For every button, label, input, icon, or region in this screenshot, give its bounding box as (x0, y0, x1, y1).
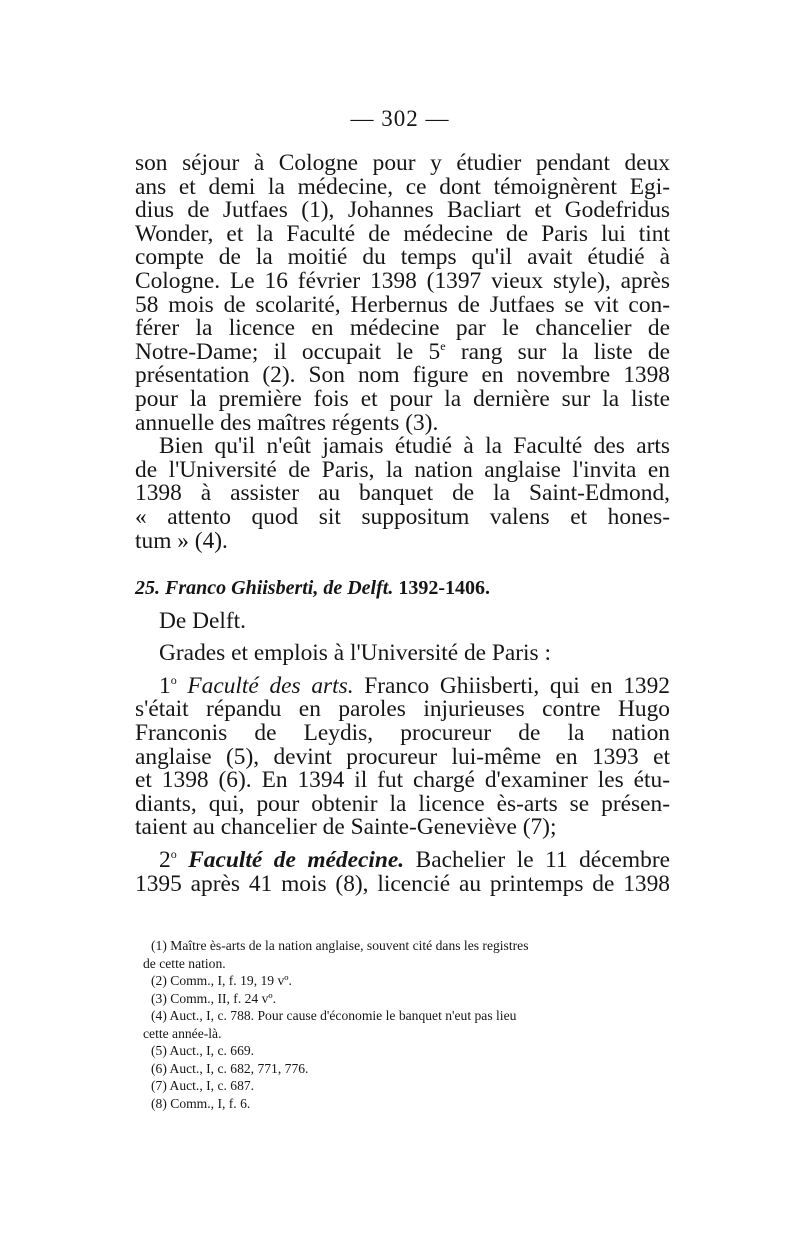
text-line: anglaise (5), devint procureur lui-même en 1393 et (135, 743, 670, 770)
footnote: (1) Maître ès-arts de la nation anglaise, souvent cité dans les registres (151, 938, 529, 953)
text-line: « attento quod sit suppositum valens et hones- (135, 503, 670, 530)
text-line: taient au chancelier de Sainte-Geneviève (7); (135, 814, 557, 841)
faculty-title: Faculté des arts. (187, 672, 354, 699)
footnote: (2) Comm., I, f. 19, 19 vº. (151, 973, 292, 988)
origin-line: De Delft. (159, 607, 247, 634)
text-line: Cologne. Le 16 février 1398 (1397 vieux style), après (135, 267, 670, 294)
section-number: 25. (135, 577, 160, 600)
text-line (135, 849, 670, 873)
text-line: et 1398 (6). En 1394 il fut chargé d'examiner les étu- (135, 767, 670, 794)
text-line: présentation (2). Son nom figure en novembre 1398 (135, 362, 670, 389)
text-line: s'était répandu en paroles injurieuses contre Hugo (135, 696, 670, 723)
text-fragment: rang sur la liste de (445, 338, 671, 365)
section-heading (135, 577, 670, 601)
text-fragment: Franco Ghiisberti, qui en 1392 (353, 672, 670, 699)
text-line: tum » (4). (135, 527, 228, 554)
footnote: (4) Auct., I, c. 788. Pour cause d'économie le banquet n'eut pas lieu (151, 1008, 517, 1023)
footnote: (5) Auct., I, c. 669. (151, 1043, 255, 1058)
main-text (135, 152, 670, 896)
text-line: son séjour à Cologne pour y étudier pendant deux (135, 150, 670, 176)
text-line: diants, qui, pour obtenir la licence ès-arts se présen- (135, 790, 670, 817)
text-line: férer la licence en médecine par le chancelier de (135, 315, 670, 342)
text-line (135, 672, 670, 699)
text-line: 1395 après 41 mois (8), licencié au printemps de 1398 (135, 870, 670, 897)
faculty-title: Faculté de médecine. (188, 847, 405, 874)
text-line: pour la première fois et pour la dernière sur la liste (135, 385, 670, 412)
text-line: ans et demi la médecine, ce dont témoignèrent Egi- (135, 173, 670, 200)
text-line: dius de Jutfaes (1), Johannes Bacliart et Godefridus (135, 197, 670, 224)
text-line: 1398 à assister au banquet de la Saint-Edmond, (135, 480, 670, 507)
footnote: (8) Comm., I, f. 6. (151, 1095, 251, 1111)
text-fragment: Bachelier le 11 décembre (404, 847, 670, 874)
item-number: 2 (159, 847, 171, 874)
item-number: 1 (159, 672, 171, 699)
text-line: Bien qu'il n'eût jamais étudié à la Faculté des arts (159, 433, 670, 460)
footnotes (143, 937, 667, 1112)
grades-intro: Grades et emplois à l'Université de Paris : (159, 640, 552, 667)
footnote: (3) Comm., II, f. 24 vº. (151, 990, 277, 1006)
text-line (135, 338, 671, 365)
footnote: cette année-là. (143, 1025, 222, 1041)
footnote: de cette nation. (143, 955, 226, 971)
text-line: Wonder, et la Faculté de médecine de Paris lui tint (135, 220, 670, 247)
text-fragment: Notre-Dame; il occupait le 5 (135, 338, 441, 365)
text-line: de l'Université de Paris, la nation anglaise l'invita en (135, 456, 670, 483)
superscript: e (440, 338, 446, 353)
text-line: compte de la moitié du temps qu'il avait étudié à (135, 244, 670, 271)
section-dates: 1392-1406. (398, 577, 491, 600)
text-line: annuelle des maîtres régents (3). (135, 409, 439, 436)
footnote: (7) Auct., I, c. 687. (151, 1078, 255, 1093)
footnote: (6) Auct., I, c. 682, 771, 776. (151, 1060, 309, 1076)
text-line: Franconis de Leydis, procureur de la nation (135, 720, 670, 747)
section-name: Franco Ghiisberti, de Delft. (165, 577, 394, 600)
superscript: o (170, 673, 177, 688)
superscript: o (170, 847, 177, 862)
page-number: — 302 — (350, 106, 450, 131)
text-line: 58 mois de scolarité, Herbernus de Jutfaes se vit con- (135, 291, 670, 318)
